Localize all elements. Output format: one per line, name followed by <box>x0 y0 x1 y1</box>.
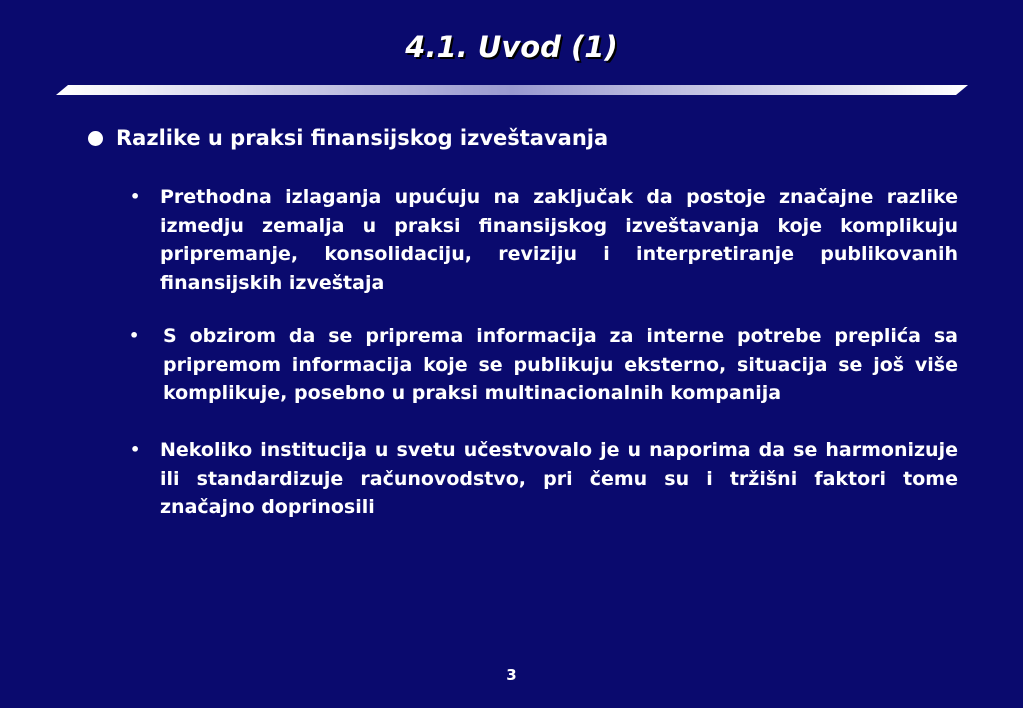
bullet-text: Nekoliko institucija u svetu učestvovalo je u naporima da se harmonizuje ili standardizuje računovodstvo, pri čemu su i tržišni faktori tome značajno doprinosili <box>160 439 958 518</box>
bullet-icon: • <box>130 187 141 206</box>
bullet-text: Prethodna izlaganja upućuju na zaključak da postoje značajne razlike izmedju zemalja u praksi finansijskog izveštavanja koje komplikuju pripremanje, konsolidaciju, reviziju i interpretiranje publikovanih finansijskih izveštaja <box>160 186 958 294</box>
bullet-dot-icon <box>88 131 103 146</box>
page-number: 3 <box>506 666 517 684</box>
bullet-item <box>130 183 958 297</box>
section-heading-text: Razlike u praksi finansijskog izveštavanja <box>116 126 609 150</box>
bullet-text: S obzirom da se priprema informacija za interne potrebe preplića sa pripremom informacija koje se publikuju eksterno, situacija se još više komplikuje, posebno u praksi multinacionalnih kompanija <box>163 325 958 404</box>
bullet-icon: • <box>129 326 140 345</box>
bullet-item <box>130 436 958 522</box>
bullet-icon: • <box>130 440 141 459</box>
slide-title: 4.1. Uvod (1) <box>405 30 618 64</box>
bullet-item <box>129 322 958 408</box>
title-divider <box>56 85 968 95</box>
section-heading <box>88 126 608 150</box>
